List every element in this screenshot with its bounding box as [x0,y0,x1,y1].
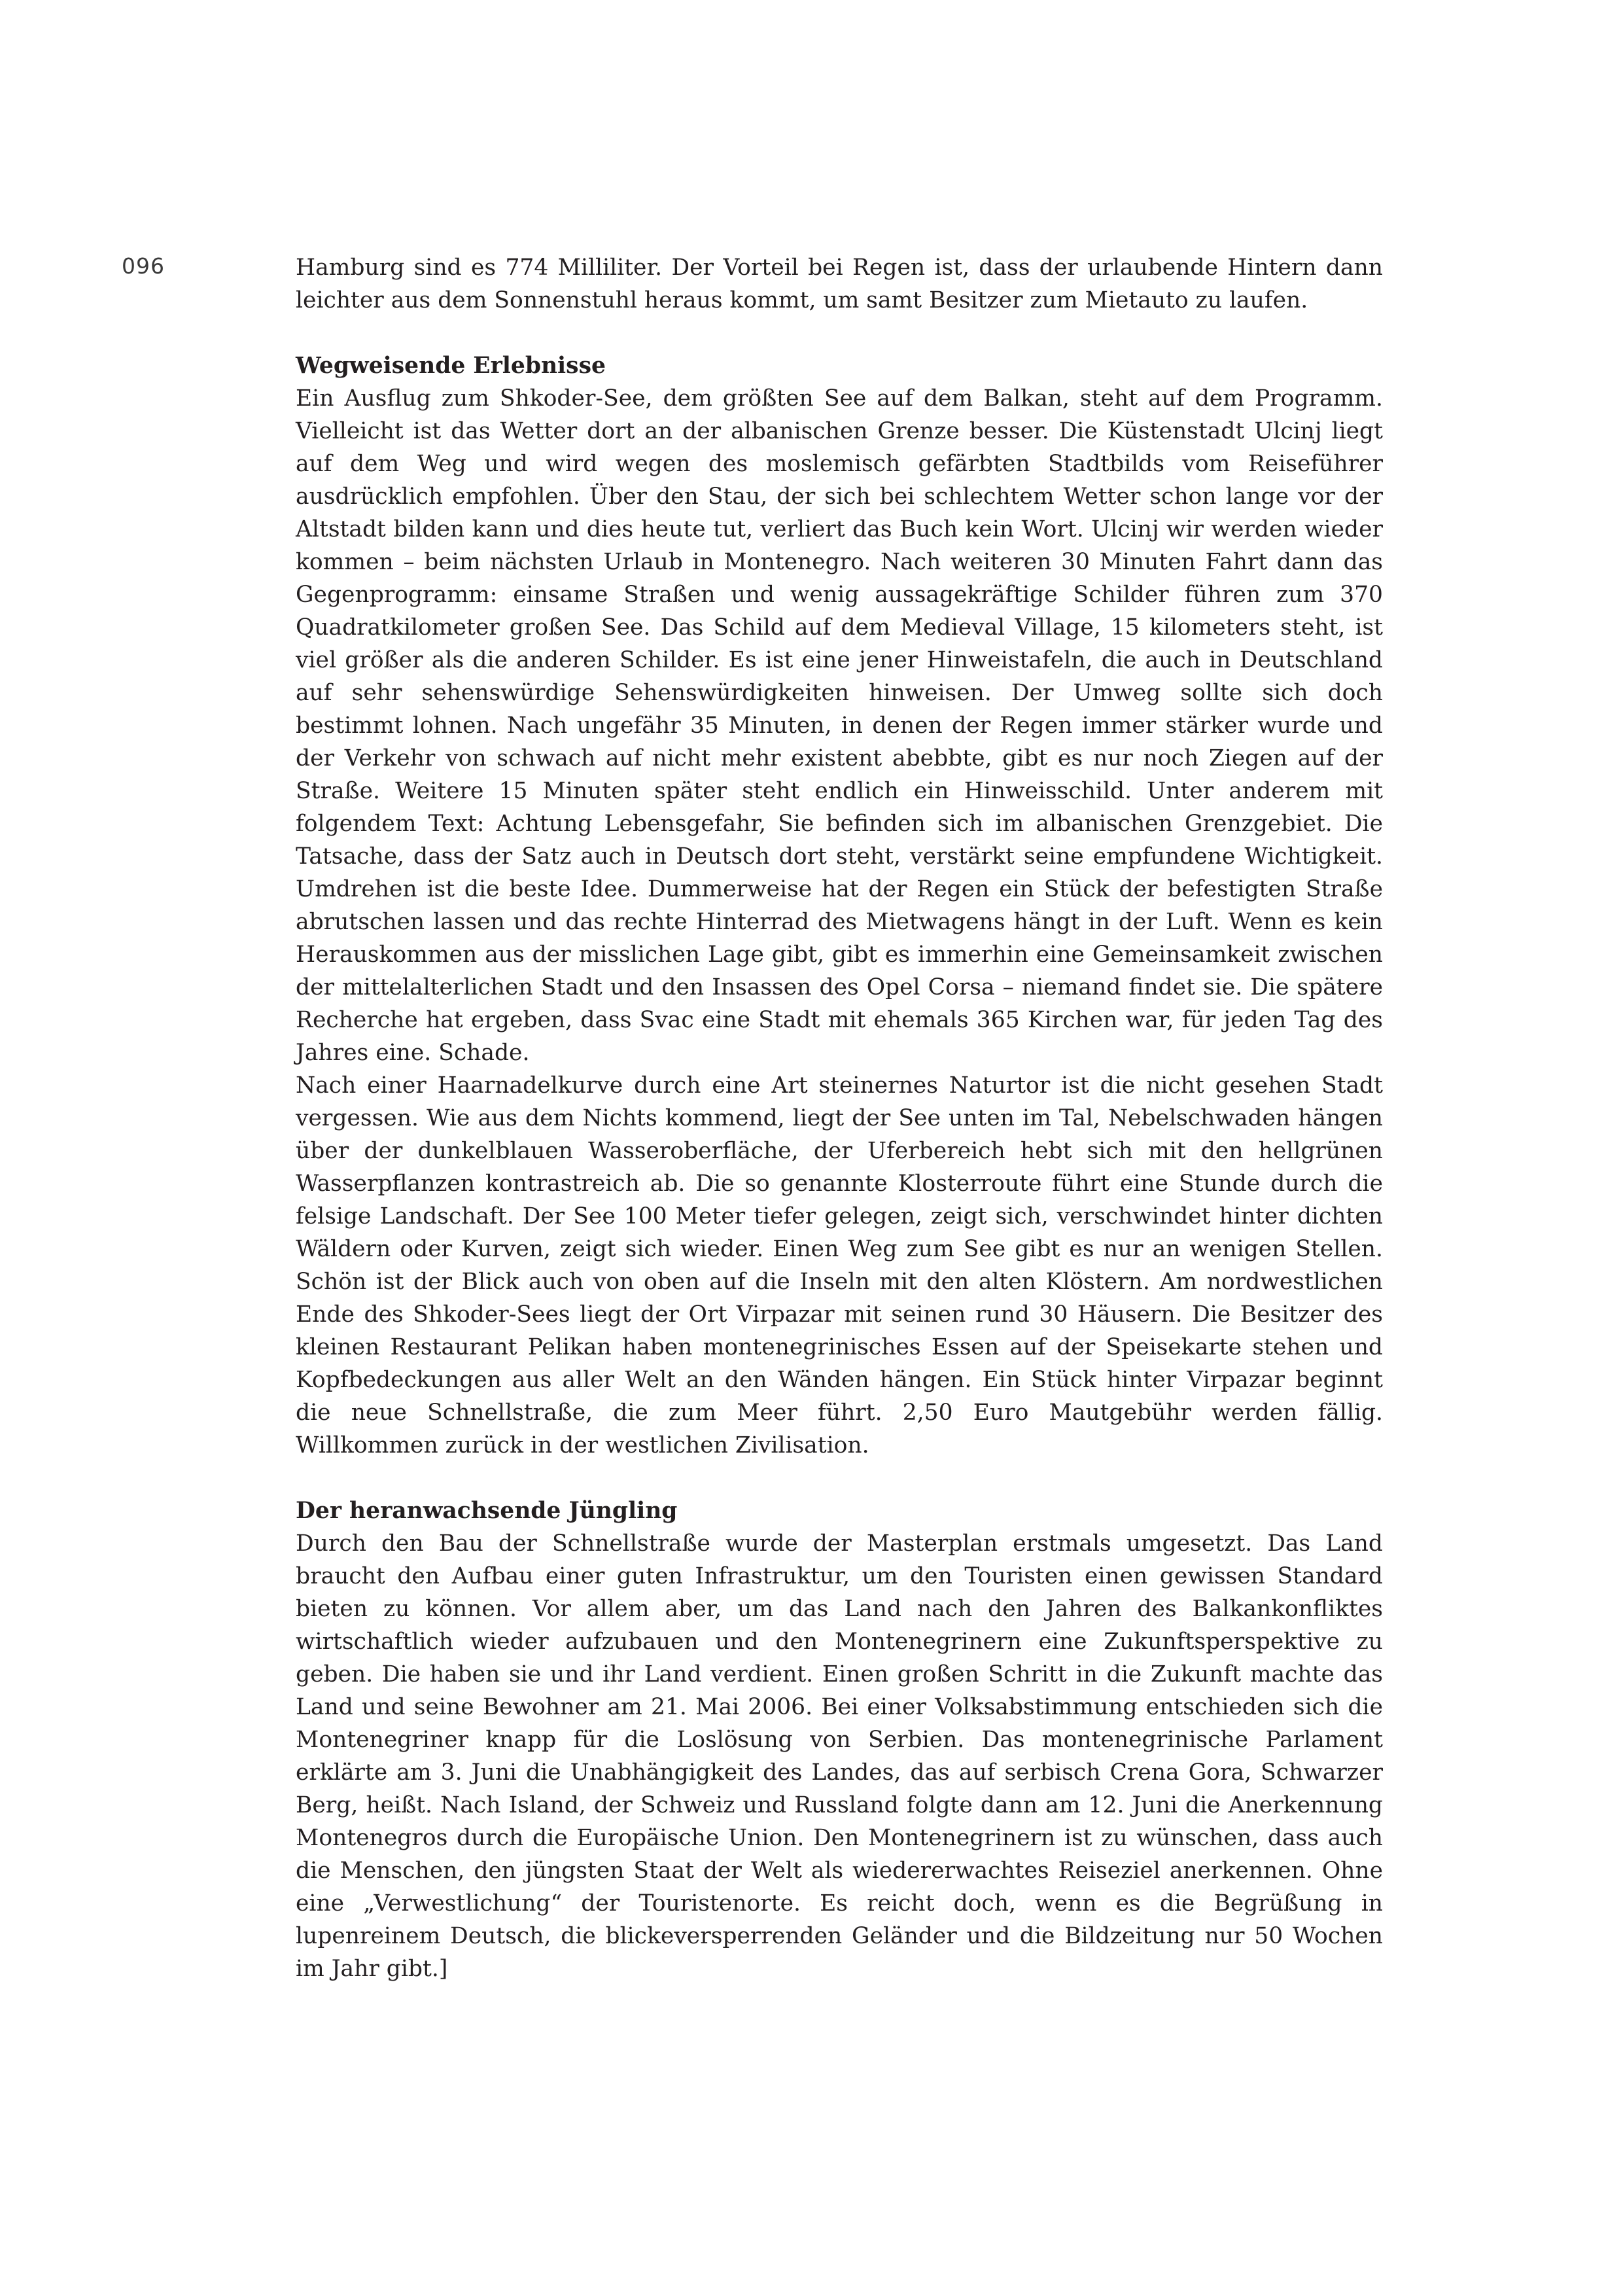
section2-paragraph: Durch den Bau der Schnellstraße wurde der Masterplan erstmals umgesetzt. Das Land braucht den Aufbau einer guten Infrastruktur, um den Touristen einen gewissen Standard bieten zu können. Vor allem aber, um das Land nach den Jahren des Balkankonfliktes wirtschaftlich wieder aufzubauen und den Montenegrinern eine Zukunftsperspektive zu geben. Die haben sie und ihr Land verdient. Einen großen Schritt in die Zukunft machte das Land und seine Bewohner am 21. Mai 2006. Bei einer Volksabstimmung entschieden sich die Montenegriner knapp für die Loslösung von Serbien. Das montenegrinische Parlament erklärte am 3. Juni die Unabhängigkeit des Landes, das auf serbisch Crena Gora, Schwarzer Berg, heißt. Nach Island, der Schweiz und Russland folgte dann am 12. Juni die Anerkennung Montenegros durch die Europäische Union. Den Montenegrinern ist zu wünschen, dass auch die Menschen, den jüngsten Staat der Welt als wiedererwachtes Reiseziel anerkennen. Ohne eine „Verwestlichung“ der Touristenorte. Es reicht doch, wenn es die Begrüßung in lupenreinem Deutsch, die blickeversperrenden Geländer und die Bildzeitung nur 50 Wochen im Jahr gibt.] [296,1530,1383,1982]
spacer [296,317,1383,349]
section1-paragraph-2: Nach einer Haarnadelkurve durch eine Art steinernes Naturtor ist die nicht gesehen Stadt vergessen. Wie aus dem Nichts kommend, liegt der See unten im Tal, Nebelschwaden hängen über der dunkelblauen Wasseroberfläche, der Uferbereich hebt sich mit den hellgrünen Wasserpflanzen kontrastreich ab. Die so genannte Klosterroute führt eine Stunde durch die felsige Landschaft. Der See 100 Meter tiefer gelegen, zeigt sich, verschwindet hinter dichten Wäldern oder Kurven, zeigt sich wieder. Einen Weg zum See gibt es nur an wenigen Stellen. Schön ist der Blick auch von oben auf die Inseln mit den alten Klöstern. Am nordwestlichen Ende des Shkoder-Sees liegt der Ort Virpazar mit seinen rund 30 Häusern. Die Besitzer des kleinen Restaurant Pelikan haben montenegrinisches Essen auf der Speisekarte stehen und Kopfbedeckungen aus aller Welt an den Wänden hängen. Ein Stück hinter Virpazar beginnt die neue Schnellstraße, die zum Meer führt. 2,50 Euro Mautgebühr werden fällig. Willkommen zurück in der westlichen Zivilisation. [296,1072,1383,1458]
article-body [296,251,1383,1985]
section1-paragraph-1: Ein Ausflug zum Shkoder-See, dem größten See auf dem Balkan, steht auf dem Programm. Vielleicht ist das Wetter dort an der albanischen Grenze besser. Die Küstenstadt Ulcinj liegt auf dem Weg und wird wegen des moslemisch gefärbten Stadtbilds vom Reiseführer ausdrücklich empfohlen. Über den Stau, der sich bei schlechtem Wetter schon lange vor der Altstadt bilden kann und dies heute tut, verliert das Buch kein Wort. Ulcinj wir werden wieder kommen – beim nächsten Urlaub in Montenegro. Nach weiteren 30 Minuten Fahrt dann das Gegenprogramm: einsame Straßen und wenig aussagekräftige Schilder führen zum 370 Quadratkilometer großen See. Das Schild auf dem Medieval Village, 15 kilometers steht, ist viel größer als die anderen Schilder. Es ist eine jener Hinweistafeln, die auch in Deutschland auf sehr sehenswürdige Sehenswürdigkeiten hinweisen. Der Umweg sollte sich doch bestimmt lohnen. Nach ungefähr 35 Minuten, in denen der Regen immer stärker wurde und der Verkehr von schwach auf nicht mehr existent abebbte, gibt es nur noch Ziegen auf der Straße. Weitere 15 Minuten später steht endlich ein Hinweisschild. Unter anderem mit folgendem Text: Achtung Lebensgefahr, Sie befinden sich im albanischen Grenzgebiet. Die Tatsache, dass der Satz auch in Deutsch dort steht, verstärkt seine empfundene Wichtigkeit. Umdrehen ist die beste Idee. Dummerweise hat der Regen ein Stück der befestigten Straße abrutschen lassen und das rechte Hinterrad des Mietwagens hängt in der Luft. Wenn es kein Herauskommen aus der misslichen Lage gibt, gibt es immerhin eine Gemeinsamkeit zwischen der mittelalterlichen Stadt und den Insassen des Opel Corsa – niemand findet sie. Die spätere Recherche hat ergeben, dass Svac eine Stadt mit ehemals 365 Kirchen war, für jeden Tag des Jahres eine. Schade. [296,385,1383,1066]
section-heading-der-heranwachsende-juengling: Der heranwachsende Jüngling [296,1498,678,1524]
intro-paragraph: Hamburg sind es 774 Milliliter. Der Vorteil bei Regen ist, dass der urlaubende Hintern dann leichter aus dem Sonnenstuhl heraus kommt, um samt Besitzer zum Mietauto zu laufen. [296,255,1383,313]
section-heading-wegweisende-erlebnisse: Wegweisende Erlebnisse [296,353,606,379]
spacer [296,1462,1383,1494]
page-number: 096 [122,253,165,279]
